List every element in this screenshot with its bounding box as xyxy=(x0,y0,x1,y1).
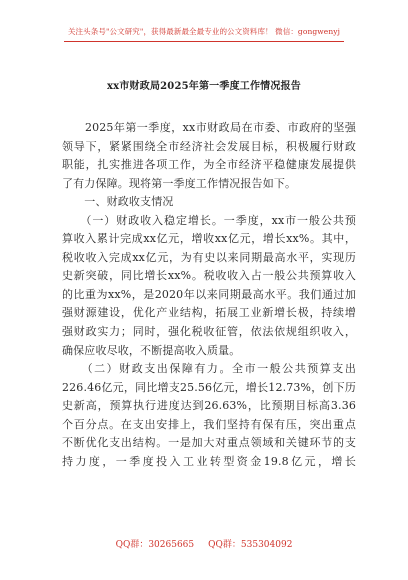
footer-qq-group-1: QQ群：30265665 xyxy=(115,540,195,550)
body-line: 史新高，预算执行进度达到26.63%，比预期目标高3.36 xyxy=(62,399,356,413)
body-line: 2025年第一季度，xx市财政局在市委、市政府的坚强 xyxy=(62,121,356,134)
body-line: 226.46亿元，同比增支25.56亿元，增长12.73%，创下历 xyxy=(62,380,356,394)
body-line: 不断优化支出结构。一是加大对重点领域和关键环节的支 xyxy=(62,436,356,450)
body-line: 领导下，紧紧围绕全市经济社会发展目标，积极履行财政 xyxy=(62,139,356,153)
body-line: 强财政实力；同时，强化税收征管，依法依规组织收入， xyxy=(62,325,356,339)
body-line: 强财源建设，优化产业结构，拓展工业新增长极，持续增 xyxy=(62,306,356,320)
body-line: 的比重为xx%，是2020年以来同期最高水平。我们通过加 xyxy=(62,287,356,301)
body-line: （二）财政支出保障有力。全市一般公共预算支出 xyxy=(62,362,356,376)
body-line: （一）财政收入稳定增长。一季度，xx市一般公共预 xyxy=(62,213,356,227)
section-heading: 一、财政收支情况 xyxy=(62,195,174,209)
body-line: 持力度，一季度投入工业转型资金19.8亿元，增长 xyxy=(62,454,356,468)
body-line: 史新突破，同比增长xx%。税收收入占一般公共预算收入 xyxy=(62,269,356,283)
body-line: 税收收入完成xx亿元，为有史以来同期最高水平，实现历 xyxy=(62,250,356,264)
header-note: 关注头条号"公文研究"，获得最新最全最专业的公文资料库！ 微信：gongwenyj xyxy=(67,27,341,36)
body-line: 了有力保障。现将第一季度工作情况报告如下。 xyxy=(62,176,297,190)
body-line: 算收入累计完成xx亿元，增收xx亿元，增长xx%。其中， xyxy=(62,232,356,246)
header-divider xyxy=(64,41,344,42)
document-body xyxy=(62,119,356,471)
document-title: xx市财政局2025年第一季度工作情况报告 xyxy=(107,81,301,92)
body-line: 职能，扎实推进各项工作，为全市经济平稳健康发展提供 xyxy=(62,158,356,172)
footer-qq-group-2: QQ群：535304092 xyxy=(208,540,293,550)
body-line: 个百分点。在支出安排上，我们坚持有保有压，突出重点 xyxy=(62,417,356,431)
footer-contact xyxy=(0,537,408,550)
body-line: 确保应收尽收，不断提高收入质量。 xyxy=(62,343,241,357)
